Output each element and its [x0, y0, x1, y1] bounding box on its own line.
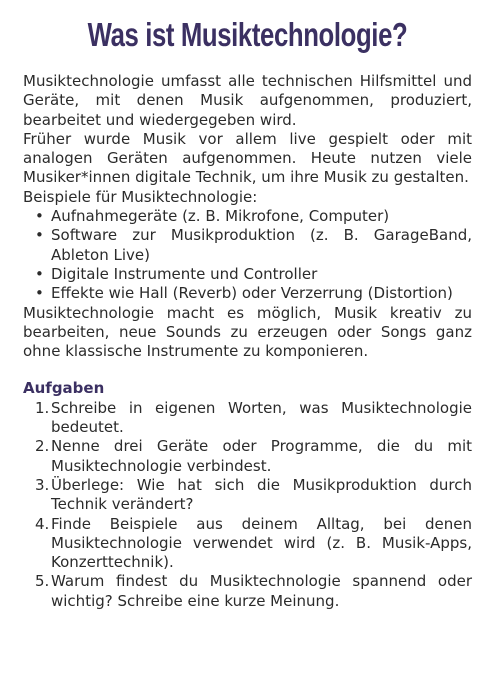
task-text: Überlege: Wie hat sich die Musikproduktion durch Technik verändert?	[51, 475, 472, 514]
list-item: • Digitale Instrumente und Controller	[23, 265, 472, 284]
task-item	[23, 515, 472, 573]
task-number: 3.	[35, 475, 50, 494]
task-item	[23, 437, 472, 476]
task-item	[23, 572, 472, 611]
task-number: 4.	[35, 514, 50, 533]
task-item	[23, 476, 472, 515]
task-number: 1.	[35, 398, 50, 417]
intro-paragraph: Musiktechnologie umfasst alle technischen Hilfsmittel und Geräte, mit denen Musik aufgenommen, produziert, bearbeitet und wiedergegeben wird.	[23, 72, 472, 129]
closing-paragraph: Musiktechnologie macht es möglich, Musik kreativ zu bearbeiten, neue Sounds zu erzeugen oder Songs ganz ohne klassische Instrumente zu komponieren.	[23, 303, 472, 361]
task-text: Finde Beispiele aus deinem Alltag, bei denen Musiktechnologie verwendet wird (z. B. Musik-Apps, Konzerttechnik).	[51, 514, 472, 572]
task-text: Nenne drei Geräte oder Programme, die du mit Musiktechnologie verbindest.	[51, 437, 472, 475]
tasks-heading: Aufgaben	[23, 379, 105, 398]
examples-intro: Beispiele für Musiktechnologie:	[23, 187, 258, 206]
content	[23, 72, 472, 611]
list-item: • Effekte wie Hall (Reverb) oder Verzerrung (Distortion)	[23, 284, 472, 303]
task-number: 5.	[35, 572, 50, 591]
list-item: • Software zur Musikproduktion (z. B. GarageBand, Ableton Live)	[23, 226, 472, 265]
page-title: Was ist Musiktechnologie?	[87, 16, 408, 53]
tasks-list	[23, 399, 472, 611]
worksheet-page	[23, 0, 472, 611]
task-text: Schreibe in eigenen Worten, was Musiktechnologie bedeutet.	[51, 398, 472, 437]
history-paragraph: Früher wurde Musik vor allem live gespielt oder mit analogen Geräten aufgenommen. Heute nutzen viele Musiker*innen digitale Technik, um ihre Musik zu gestalten.	[23, 129, 472, 187]
task-item	[23, 399, 472, 438]
list-item: • Aufnahmegeräte (z. B. Mikrofone, Computer)	[23, 207, 472, 226]
task-text: Warum findest du Musiktechnologie spannend oder wichtig? Schreibe eine kurze Meinung.	[51, 572, 472, 610]
task-number: 2.	[35, 437, 50, 456]
examples-list	[23, 207, 472, 303]
